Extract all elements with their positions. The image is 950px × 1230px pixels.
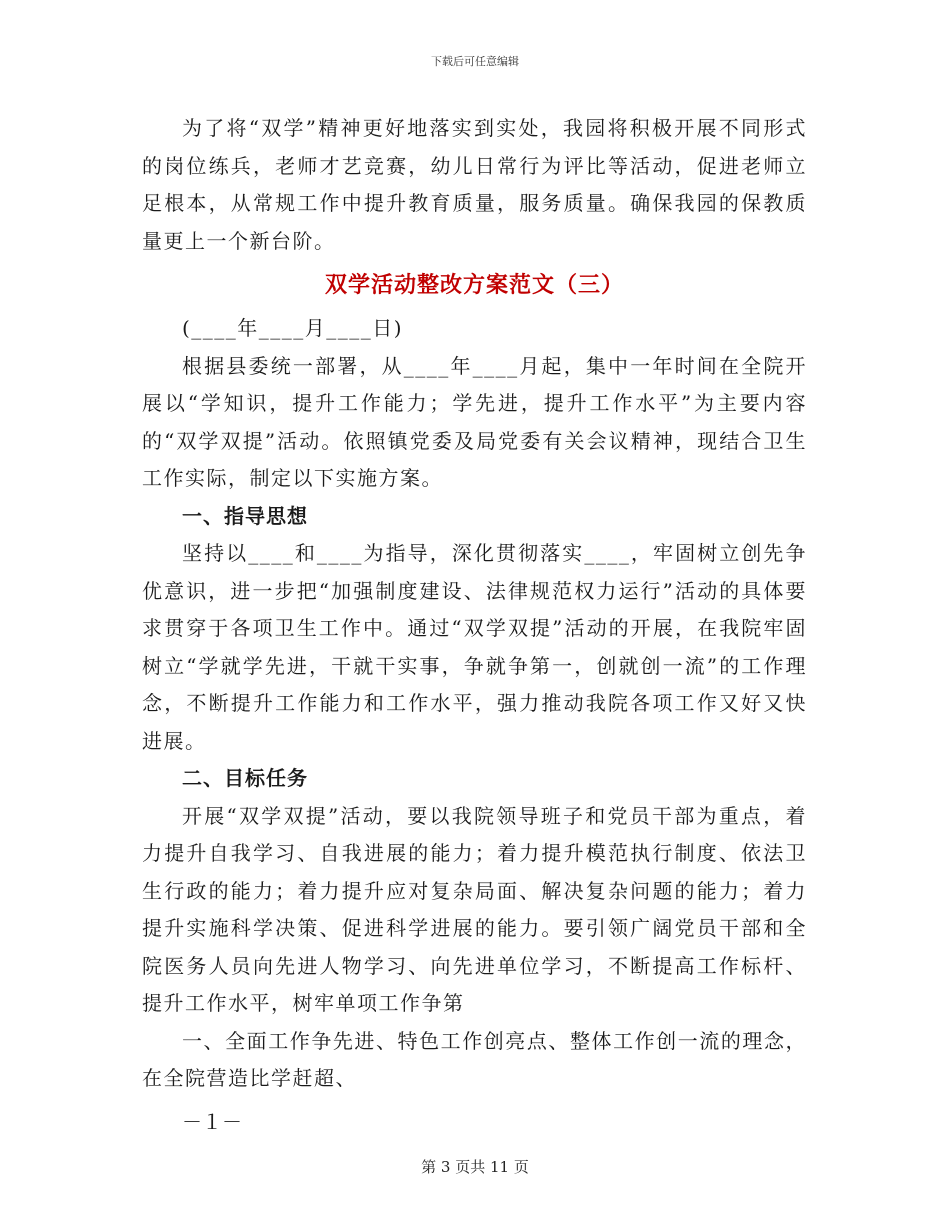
section-2-text: 开展“双学双提”活动，要以我院领导班子和党员干部为重点，着力提升自我学习、自我进展的能力；着力提升模范执行制度、依法卫生行政的能力；着力提升应对复杂局面、解决复杂问题的能力；着力提升实施科学决策、促进科学进展的能力。要引领广阔党员干部和全院医务人员向先进人物学习、向先进单位学习，不断提高工作标杆、提升工作水平，树牢单项工作争第 bbox=[142, 803, 807, 1015]
section-2-text-continued: 一、全面工作争先进、特色工作创亮点、整体工作创一流的理念，在全院营造比学赶超、 bbox=[142, 1028, 807, 1090]
intro-paragraph: 为了将“双学”精神更好地落实到实处，我园将积极开展不同形式的岗位练兵，老师才艺竞赛，幼儿日常行为评比等活动，促进老师立足根本，从常规工作中提升教育质量，服务质量。确保我园的保教质量更上一个新台阶。 bbox=[142, 116, 807, 253]
header-note: 下载后可任意编辑 bbox=[431, 55, 519, 68]
page-footer: 第 3 页共 11 页 bbox=[421, 1158, 529, 1176]
date-line: (____年____月____日) bbox=[182, 316, 404, 340]
paragraph-1: 根据县委统一部署，从____年____月起，集中一年时间在全院开展以“学知识，提升工作能力；学先进，提升工作水平”为主要内容的“双学双提”活动。依照镇党委及局党委有关会议精神，现结合卫生工作实际，制定以下实施方案。 bbox=[142, 353, 807, 490]
document-body bbox=[142, 110, 807, 1141]
document-title: 双学活动整改方案范文（三） bbox=[324, 272, 624, 298]
page-number-mark: －１－ bbox=[182, 1109, 242, 1134]
section-2-heading: 二、目标任务 bbox=[182, 766, 308, 790]
section-1-heading: 一、指导思想 bbox=[182, 503, 308, 528]
section-1-text: 坚持以____和____为指导，深化贯彻落实____，牢固树立创先争优意识，进一步把“加强制度建设、法律规范权力运行”活动的具体要求贯穿于各项卫生工作中。通过“双学双提”活动的开展，在我院牢固树立“学就学先进，干就干实事，争就争第一，创就创一流”的工作理念，不断提升工作能力和工作水平，强力推动我院各项工作又好又快进展。 bbox=[142, 541, 807, 753]
